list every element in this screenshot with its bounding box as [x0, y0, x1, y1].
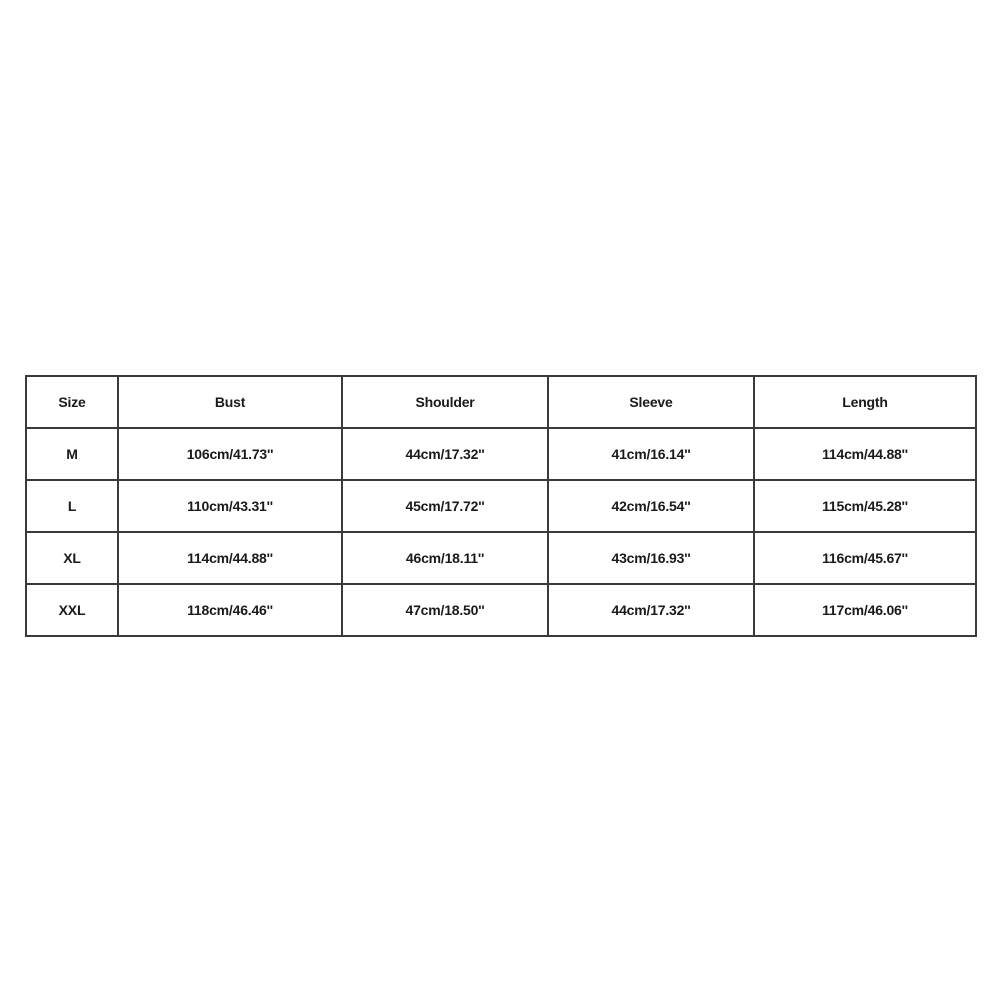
- cell-length: 117cm/46.06'': [754, 584, 976, 636]
- cell-sleeve: 42cm/16.54'': [548, 480, 754, 532]
- size-chart-table: [25, 375, 977, 637]
- table-row: [26, 532, 976, 584]
- table-row: [26, 584, 976, 636]
- cell-size: M: [26, 428, 118, 480]
- cell-shoulder: 47cm/18.50'': [342, 584, 548, 636]
- cell-shoulder: 44cm/17.32'': [342, 428, 548, 480]
- cell-length: 114cm/44.88'': [754, 428, 976, 480]
- cell-length: 115cm/45.28'': [754, 480, 976, 532]
- cell-sleeve: 41cm/16.14'': [548, 428, 754, 480]
- cell-sleeve: 44cm/17.32'': [548, 584, 754, 636]
- cell-size: XL: [26, 532, 118, 584]
- table-row: [26, 428, 976, 480]
- header-size: Size: [26, 376, 118, 428]
- header-shoulder: Shoulder: [342, 376, 548, 428]
- cell-bust: 114cm/44.88'': [118, 532, 342, 584]
- cell-length: 116cm/45.67'': [754, 532, 976, 584]
- table-row: [26, 480, 976, 532]
- table-header-row: [26, 376, 976, 428]
- header-bust: Bust: [118, 376, 342, 428]
- header-length: Length: [754, 376, 976, 428]
- cell-shoulder: 45cm/17.72'': [342, 480, 548, 532]
- cell-size: L: [26, 480, 118, 532]
- cell-shoulder: 46cm/18.11'': [342, 532, 548, 584]
- cell-bust: 118cm/46.46'': [118, 584, 342, 636]
- cell-bust: 106cm/41.73'': [118, 428, 342, 480]
- cell-bust: 110cm/43.31'': [118, 480, 342, 532]
- cell-sleeve: 43cm/16.93'': [548, 532, 754, 584]
- header-sleeve: Sleeve: [548, 376, 754, 428]
- cell-size: XXL: [26, 584, 118, 636]
